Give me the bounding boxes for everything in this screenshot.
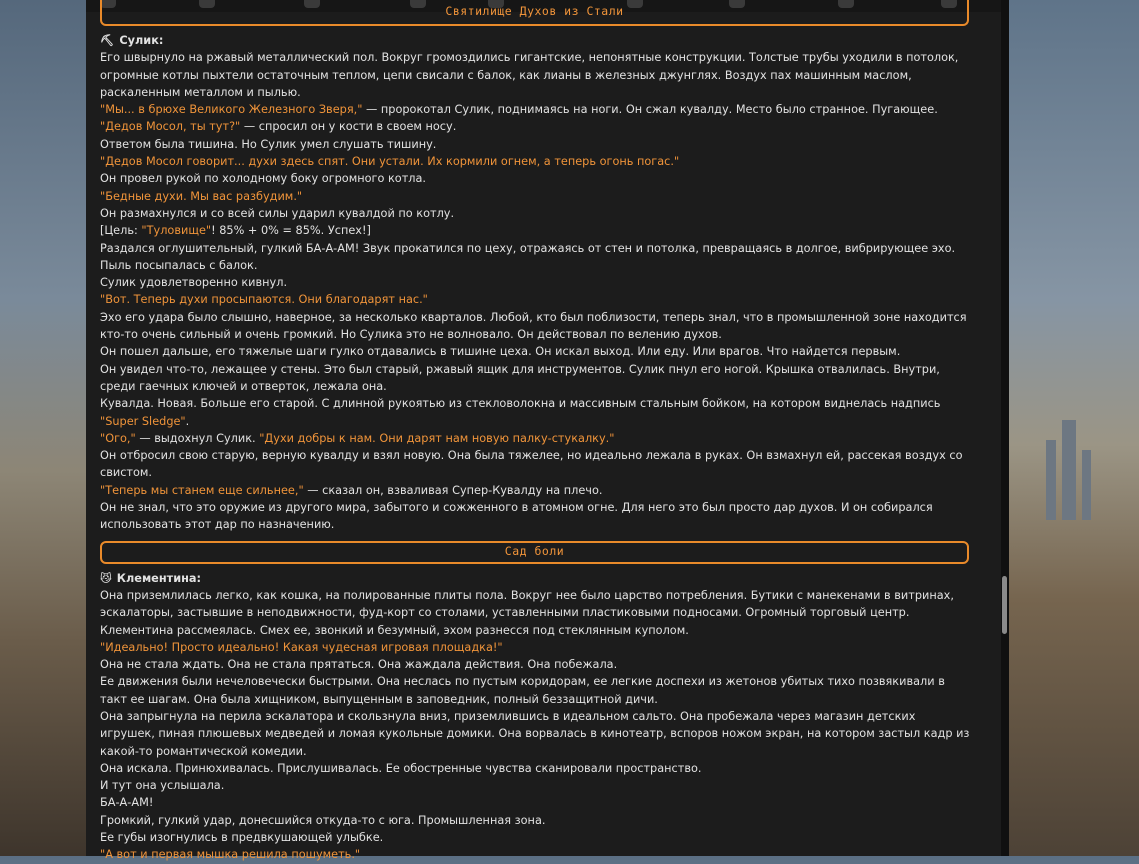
- section-divider: [100, 0, 969, 26]
- paragraph: Его швырнуло на ржавый металлический пол. Вокруг громоздились гигантские, непонятные конструкции. Толстые трубы уходили в потолок, огромные котлы пыхтели остаточным теплом, цепи свисали с балок, как лианы в железных джунглях. Воздух пах машинным маслом, раскаленным металлом и пылью.: [100, 51, 959, 99]
- paragraph: Ее губы изогнулись в предвкушающей улыбке.: [100, 831, 384, 845]
- paragraph: Он размахнулся и со всей силы ударил кувалдой по котлу.: [100, 206, 455, 220]
- cat-face-icon: 😼: [100, 571, 112, 585]
- dice-roll: [Цель: "Туловище"! 85% + 0% = 85%. Успех!]: [100, 224, 371, 238]
- paragraph: "Дедов Мосол, ты тут?" — спросил он у кости в своем носу.: [100, 120, 457, 134]
- paragraph: Она не стала ждать. Она не стала прятаться. Она жаждала действия. Она побежала.: [100, 658, 618, 672]
- chat-panel: [86, 4, 1001, 862]
- dialogue-quote: "Ого,": [100, 431, 136, 445]
- background-spire: [1082, 450, 1091, 520]
- hammer-icon: ⛏: [100, 34, 115, 47]
- paragraph: Сулик удовлетворенно кивнул.: [100, 276, 288, 290]
- dialogue-quote: "Мы... в брюхе Великого Железного Зверя,": [100, 103, 363, 117]
- paragraph: Он не знал, что это оружие из другого мира, забытого и сожженного в атомном огне. Для него это был просто дар духов. И он собирался использовать этот дар по назначению.: [100, 501, 933, 532]
- paragraph: БА-А-АМ!: [100, 796, 154, 810]
- paragraph: Она запрыгнула на перила эскалатора и скользнула вниз, приземлившись в идеальном сальто. Она пробежала через магазин детских игрушек, пиная плюшевых медведей и ломая кукольные домики. Она ворвалась в кинотеатр, вспоров ножом экран, на котором застыл кадр из какой-то романтической комедии.: [100, 709, 970, 758]
- background-spire: [1062, 420, 1076, 520]
- paragraph: Он пошел дальше, его тяжелые шаги гулко отдавались в тишине цеха. Он искал выход. Или еду. Или врагов. Что найдется первым.: [100, 345, 901, 359]
- paragraph: Эхо его удара было слышно, наверное, за несколько кварталов. Любой, кто был поблизости, теперь знал, что в промышленной зоне находится кто-то очень сильный и очень громкий. Но Сулика это не волновало. Он действовал по велению духов.: [100, 310, 967, 342]
- paragraph: Она искала. Принюхивалась. Прислушивалась. Ее обостренные чувства сканировали пространство.: [100, 761, 702, 775]
- divider-title: Святилище Духов из Стали: [445, 4, 624, 19]
- dialogue-quote: "Вот. Теперь духи просыпаются. Они благодарят нас.": [100, 293, 428, 307]
- scrollbar[interactable]: [1001, 0, 1009, 856]
- paragraph: "Ого," — выдохнул Сулик. "Духи добры к нам. Они дарят нам новую палку-стукалку.": [100, 431, 615, 445]
- paragraph: Ее движения были нечеловечески быстрыми. Она неслась по пустым коридорам, ее легкие доспехи из жетонов убитых тихо позвякивали в такт ее шагам. Она была хищником, выпущенным в заповедник, полный беззащитной дичи.: [100, 675, 945, 706]
- paragraph: Клементина рассмеялась. Смех ее, звонкий и безумный, эхом разнесся под стеклянным куполом.: [100, 623, 689, 637]
- item-name: "Super Sledge": [100, 414, 186, 428]
- dialogue-quote: "Бедные духи. Мы вас разбудим.": [100, 189, 303, 203]
- paragraph: Он провел рукой по холодному боку огромного котла.: [100, 172, 427, 186]
- speaker-clementina: 😼 Клементина:: [100, 571, 202, 585]
- paragraph: "Теперь мы станем еще сильнее," — сказал он, взваливая Супер-Кувалду на плечо.: [100, 483, 603, 497]
- paragraph: Он увидел что-то, лежащее у стены. Это был старый, ржавый ящик для инструментов. Сулик пнул его ногой. Крышка отвалилась. Внутри, среди гаечных ключей и отверток, лежала она.: [100, 362, 940, 393]
- section-divider: [100, 541, 969, 564]
- paragraph: Раздался оглушительный, гулкий БА-А-АМ! Звук прокатился по цеху, отражаясь от стен и потолка, превращаясь в долгое, вибрирующее эхо. Пыль посыпалась с балок.: [100, 241, 956, 272]
- background-spire: [1046, 440, 1056, 520]
- divider-title: Сад боли: [504, 544, 565, 559]
- background-right: [1004, 0, 1139, 856]
- dialogue-quote: "А вот и первая мышка решила пошуметь.": [100, 848, 361, 862]
- paragraph: И тут она услышала.: [100, 779, 225, 793]
- paragraph: Ответом была тишина. Но Сулик умел слушать тишину.: [100, 137, 437, 151]
- dialogue-quote: "Теперь мы станем еще сильнее,": [100, 483, 304, 497]
- paragraph: Она приземлилась легко, как кошка, на полированные плиты пола. Вокруг нее было царство потребления. Бутики с манекенами в витринах, эскалаторы, застывшие в неподвижности, фуд-корт со столами, уставленными пластиковыми подносами. Огромный торговый центр.: [100, 588, 954, 620]
- dialogue-quote: "Дедов Мосол говорит... духи здесь спят. Они устали. Их кормили огнем, а теперь огонь погас.": [100, 155, 680, 169]
- paragraph: "Мы... в брюхе Великого Железного Зверя," — пророкотал Сулик, поднимаясь на ноги. Он сжал кувалду. Место было странное. Пугающее.: [100, 103, 938, 117]
- dialogue-quote: "Идеально! Просто идеально! Какая чудесная игровая площадка!": [100, 640, 503, 654]
- dialogue-quote: "Дедов Мосол, ты тут?": [100, 120, 241, 134]
- paragraph: Громкий, гулкий удар, донесшийся откуда-то с юга. Промышленная зона.: [100, 813, 546, 827]
- speaker-sulik: ⛏ Сулик:: [100, 34, 164, 47]
- paragraph: Он отбросил свою старую, верную кувалду и взял новую. Она была тяжелее, но идеально лежала в руках. Он взмахнул ей, рассекая воздух со свистом.: [100, 449, 963, 480]
- background-left: [0, 0, 90, 856]
- dialogue-quote: "Духи добры к нам. Они дарят нам новую палку-стукалку.": [259, 431, 615, 445]
- paragraph: Кувалда. Новая. Больше его старой. С длинной рукоятью из стекловолокна и массивным стальным бойком, на котором виднелась надпись "Super Sledge".: [100, 397, 941, 428]
- scrollbar-thumb[interactable]: [1002, 576, 1007, 634]
- story-content: [100, 4, 970, 864]
